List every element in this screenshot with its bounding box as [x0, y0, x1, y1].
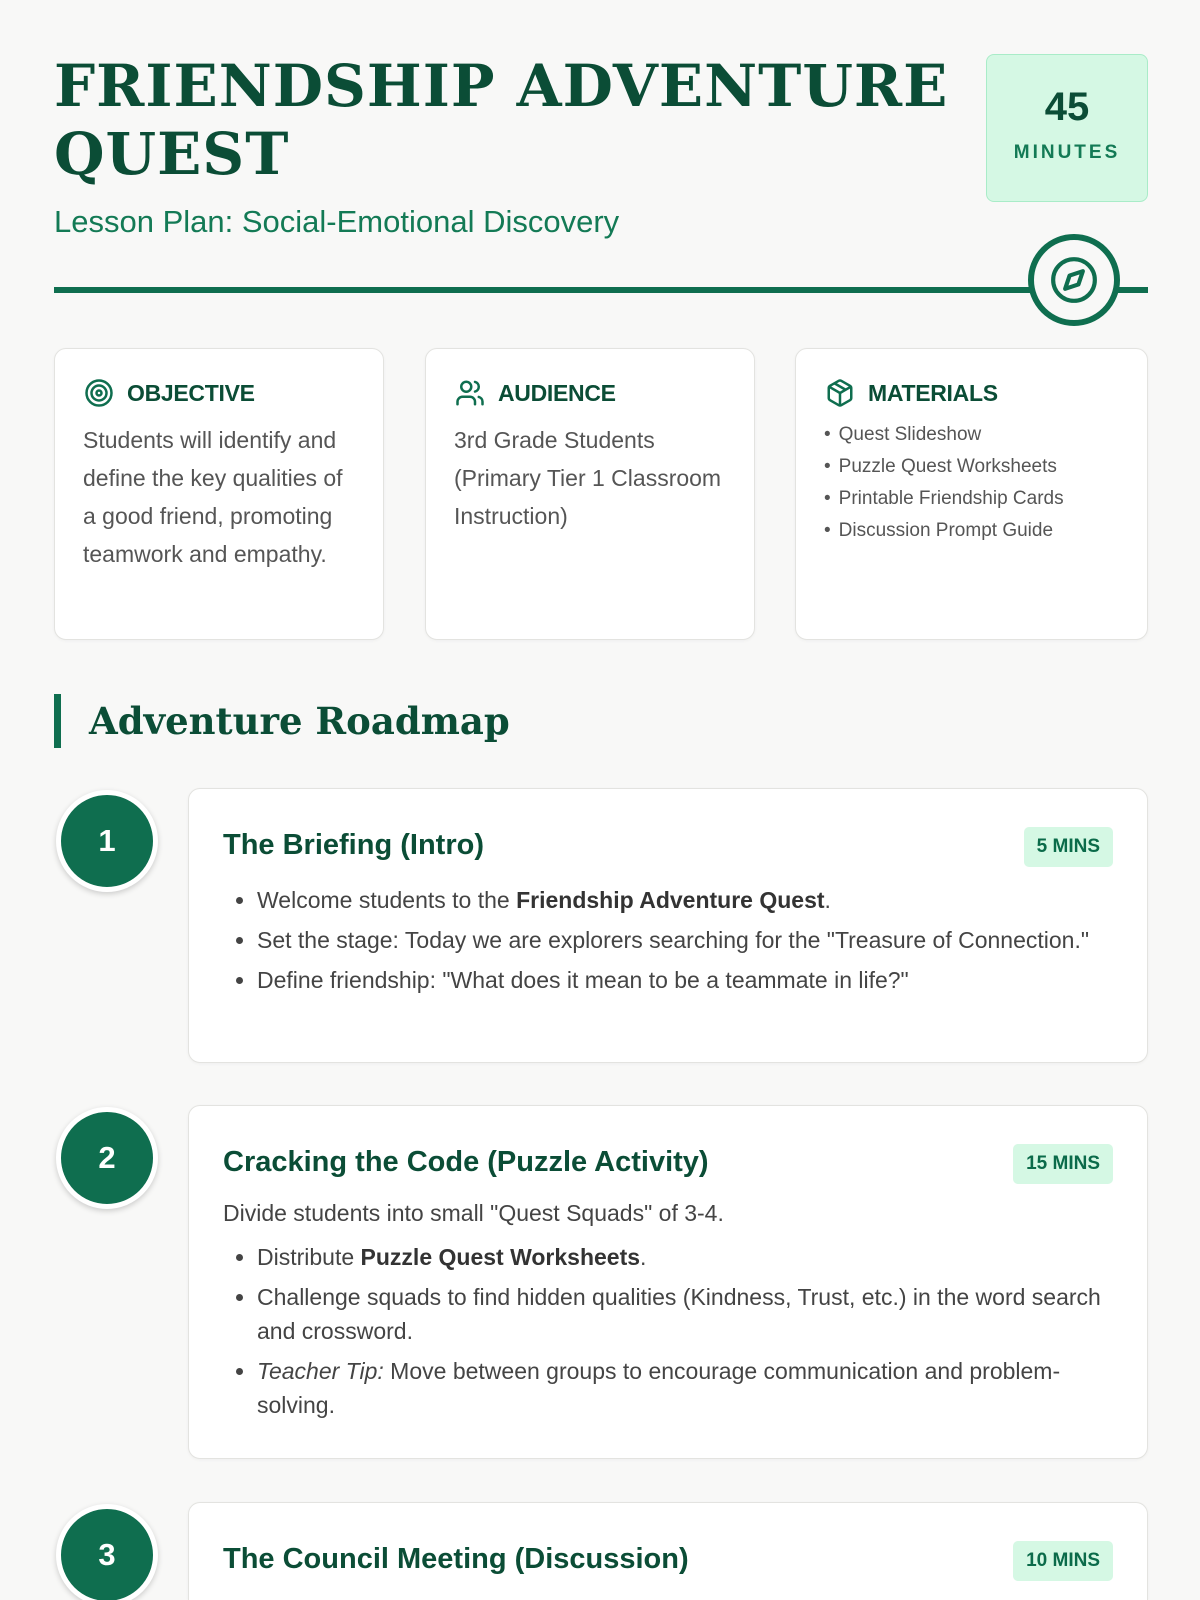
list-item: • Define friendship: "What does it mean to be a teammate in life?" [257, 963, 1113, 997]
duration-box [986, 54, 1148, 202]
step-number-2: 2 [56, 1107, 158, 1209]
list-item: • Quest Slideshow [824, 419, 1119, 451]
step-number-3: 3 [56, 1504, 158, 1600]
materials-list [824, 419, 1119, 547]
materials-title: MATERIALS [868, 379, 998, 406]
package-icon [824, 377, 856, 409]
page-title: FRIENDSHIP ADVENTURE QUEST [54, 52, 949, 188]
list-item: • Discussion Prompt Guide [824, 515, 1119, 547]
step-title: Cracking the Code (Puzzle Activity) [223, 1146, 709, 1178]
list-item: • Distribute Puzzle Quest Worksheets. [257, 1240, 1113, 1274]
step-bullets [223, 883, 1113, 997]
step-card-3 [188, 1502, 1148, 1600]
list-item: • Printable Friendship Cards [824, 483, 1119, 515]
info-cards [54, 348, 1148, 640]
duration-unit: MINUTES [1013, 142, 1121, 163]
users-icon [454, 377, 486, 409]
audience-card [425, 348, 755, 640]
audience-title: AUDIENCE [498, 379, 616, 406]
time-badge: 5 MINS [1024, 827, 1113, 867]
target-icon [83, 377, 115, 409]
duration-value: 45 [1044, 85, 1090, 129]
list-item: • Welcome students to the Friendship Adventure Quest. [257, 883, 1113, 917]
section-title: Adventure Roadmap [89, 699, 510, 743]
step-number-1: 1 [56, 790, 158, 892]
step-title: The Briefing (Intro) [223, 829, 484, 861]
time-badge: 10 MINS [1013, 1541, 1113, 1581]
objective-title: OBJECTIVE [127, 379, 255, 406]
objective-card [54, 348, 384, 640]
header-divider [54, 287, 1148, 293]
page-subtitle: Lesson Plan: Social-Emotional Discovery [54, 204, 620, 239]
time-badge: 15 MINS [1013, 1144, 1113, 1184]
step-card-1 [188, 788, 1148, 1063]
step-intro: Divide students into small "Quest Squads" of 3-4. [223, 1200, 724, 1226]
step-title: The Council Meeting (Discussion) [223, 1543, 689, 1575]
objective-text: Students will identify and define the key qualities of a good friend, promoting teamwork and empathy. [83, 427, 343, 567]
step-card-2 [188, 1105, 1148, 1459]
compass-icon [1028, 234, 1120, 326]
list-item: • Set the stage: Today we are explorers searching for the "Treasure of Connection." [257, 923, 1113, 957]
list-item: • Puzzle Quest Worksheets [824, 451, 1119, 483]
list-item: • Teacher Tip: Move between groups to encourage communication and problem-solving. [257, 1354, 1113, 1422]
step-bullets [223, 1240, 1113, 1422]
audience-text: 3rd Grade Students (Primary Tier 1 Classroom Instruction) [454, 427, 722, 529]
page-header [54, 52, 1148, 302]
list-item: • Challenge squads to find hidden qualities (Kindness, Trust, etc.) in the word search and crossword. [257, 1280, 1113, 1348]
roadmap-heading [54, 694, 510, 748]
materials-card [795, 348, 1148, 640]
